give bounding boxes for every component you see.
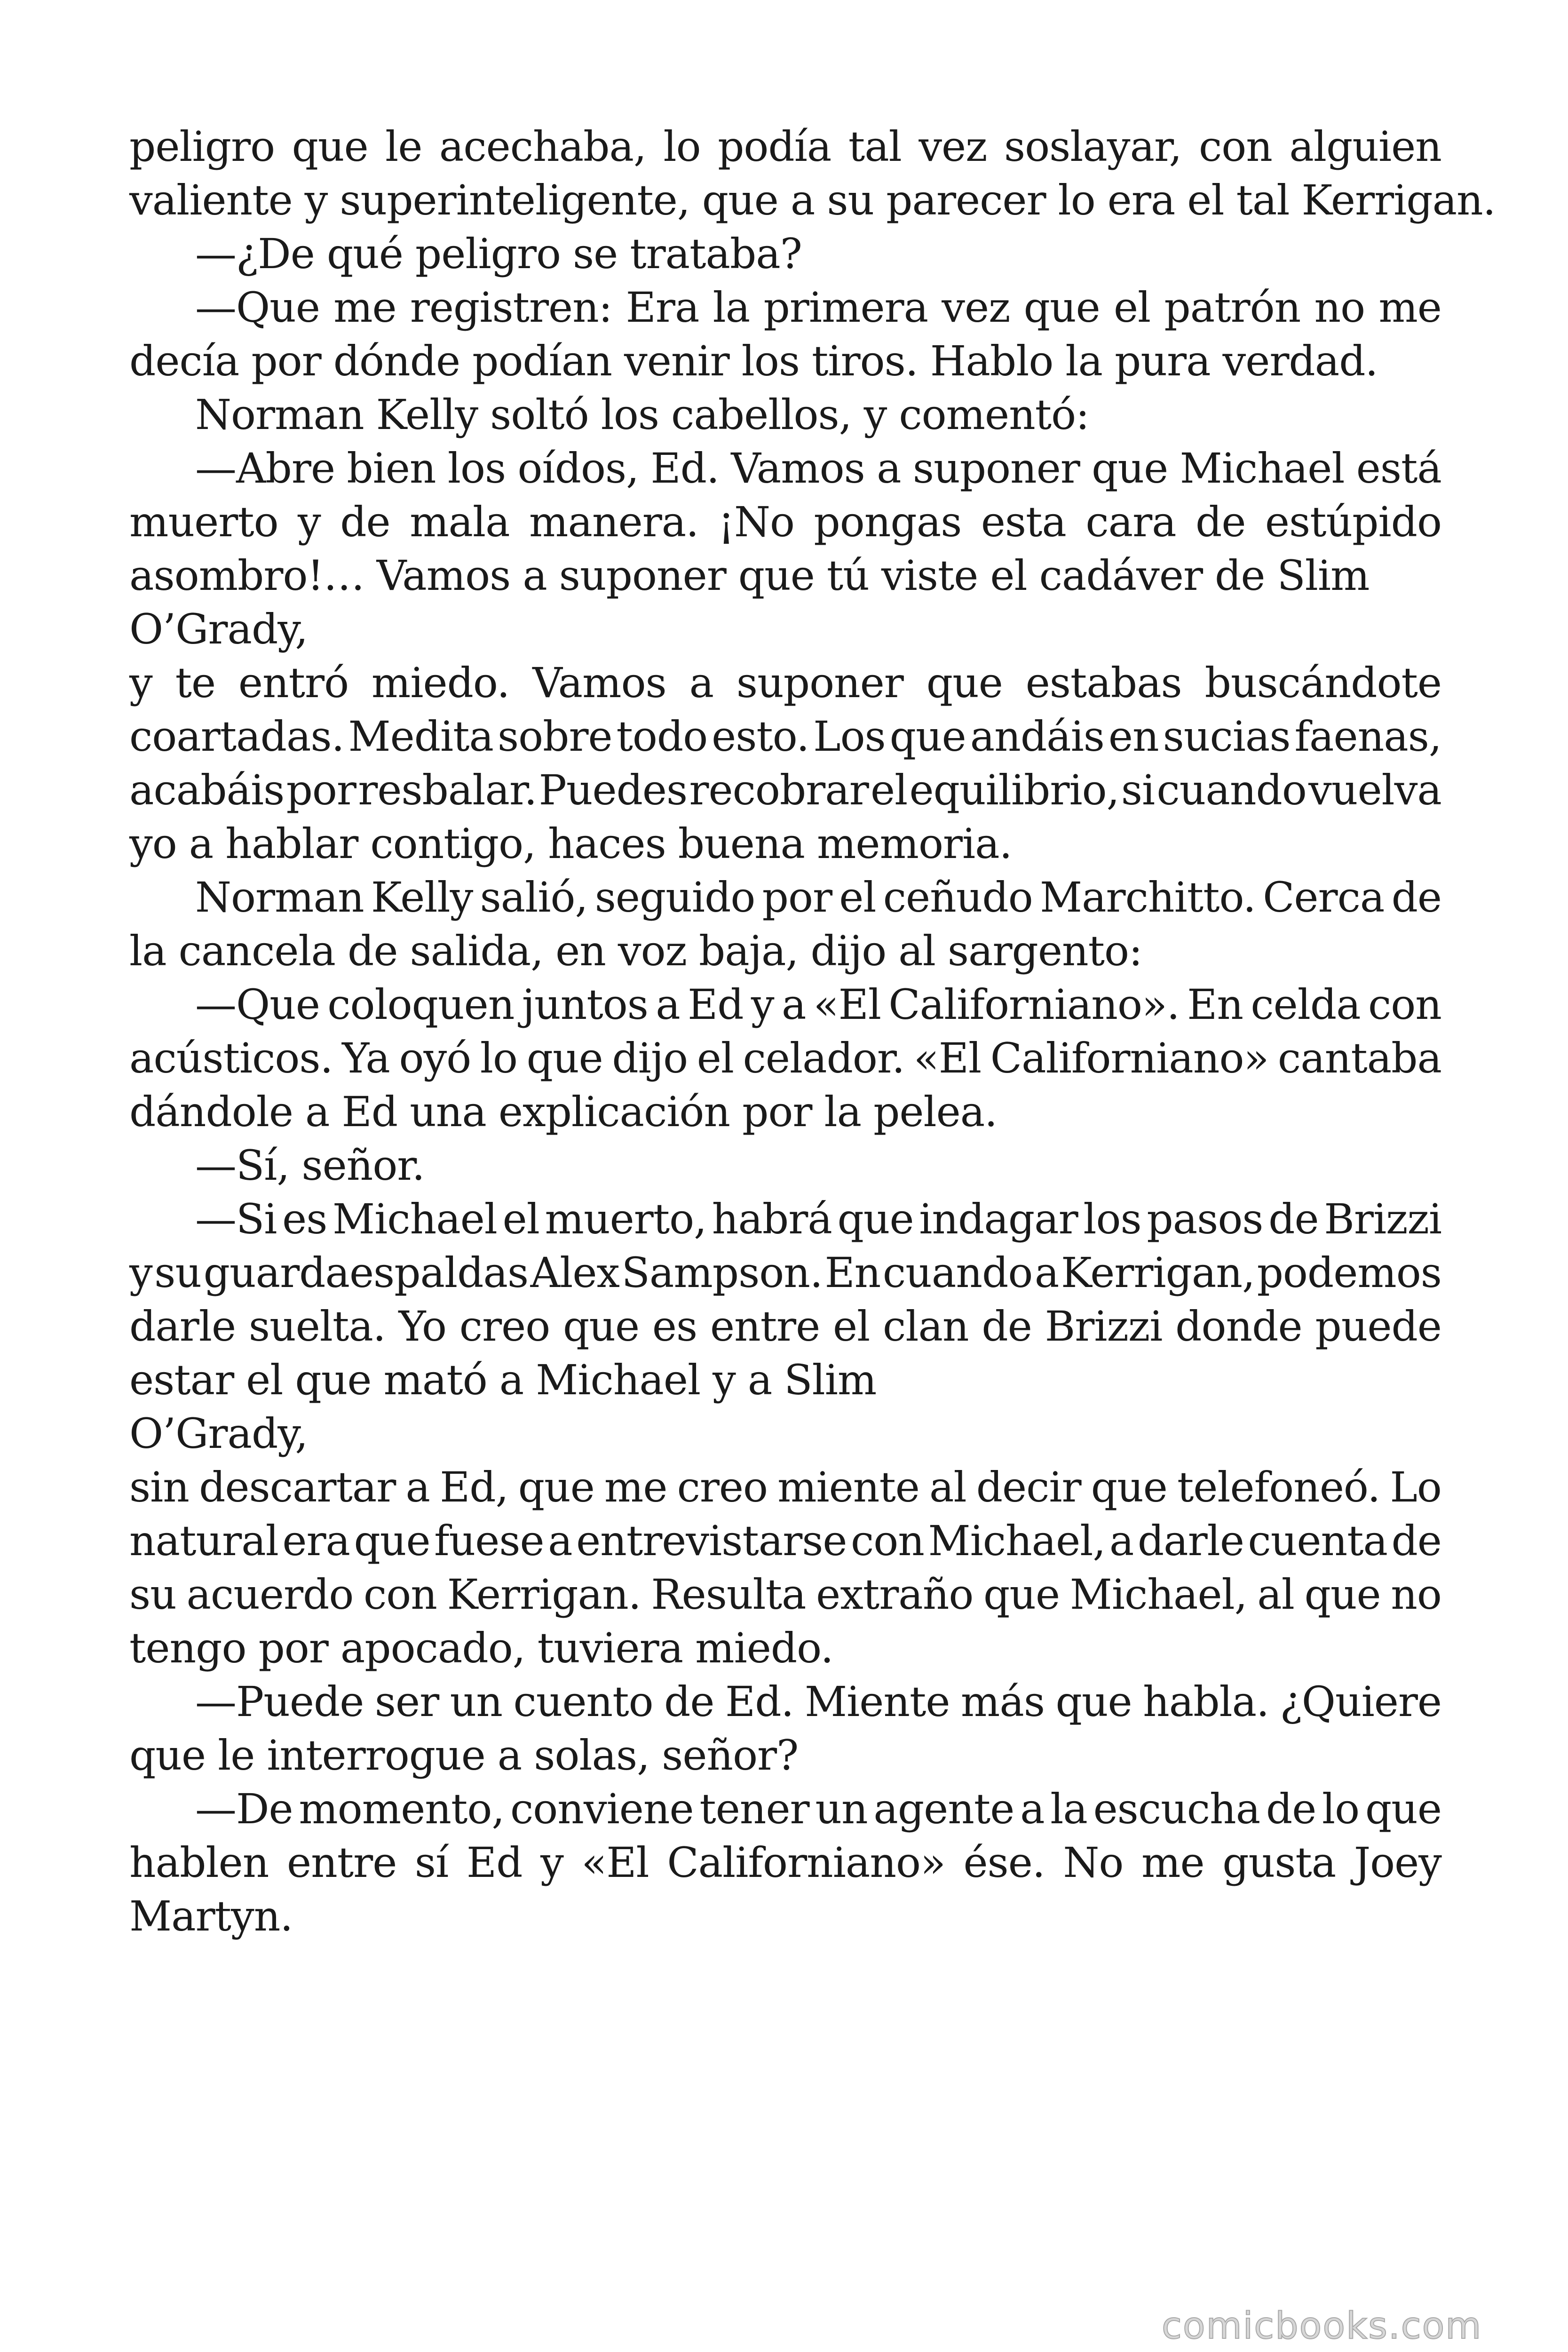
text-line: hablen entre sí Ed y «El Californiano» ése. No me gusta Joey (129, 1838, 1441, 1887)
text-line: asombro!… Vamos a suponer que tú viste el cadáver de Slim (129, 551, 1370, 600)
text-line: —Abre bien los oídos, Ed. Vamos a suponer que Michael está (195, 444, 1441, 493)
text-line: dándole a Ed una explicación por la pelea. (129, 1088, 998, 1136)
text-line: que le interrogue a solas, señor? (129, 1731, 799, 1780)
text-line: su acuerdo con Kerrigan. Resulta extraño que Michael, al que no (129, 1570, 1441, 1619)
text-line: —Que coloquen juntos a Ed y a «El Californiano». En celda con (195, 980, 1441, 1029)
text-line: estar el que mató a Michael y a Slim (129, 1356, 877, 1404)
text-line: —Puede ser un cuento de Ed. Miente más que habla. ¿Quiere (195, 1677, 1441, 1726)
text-line: la cancela de salida, en voz baja, dijo al sargento: (129, 927, 1142, 975)
text-line: peligro que le acechaba, lo podía tal vez soslayar, con alguien (129, 122, 1441, 171)
text-line: Martyn. (129, 1892, 293, 1940)
text-line: acústicos. Ya oyó lo que dijo el celador. «El Californiano» cantaba (129, 1034, 1441, 1082)
text-line: decía por dónde podían venir los tiros. Hablo la pura verdad. (129, 337, 1378, 385)
text-line: natural era que fuese a entrevistarse con Michael, a darle cuenta de (129, 1517, 1441, 1565)
text-line: muerto y de mala manera. ¡No pongas esta cara de estúpido (129, 498, 1441, 546)
text-line: y te entró miedo. Vamos a suponer que estabas buscándote (129, 659, 1441, 707)
watermark: comicbooks.com (1162, 2305, 1482, 2347)
text-line: —Sí, señor. (195, 1141, 425, 1190)
text-line: darle suelta. Yo creo que es entre el clan de Brizzi donde puede (129, 1302, 1441, 1351)
text-line: tengo por apocado, tuviera miedo. (129, 1624, 833, 1672)
text-line: O’Grady, (129, 605, 308, 653)
page-text (129, 120, 1496, 1943)
text-line: sin descartar a Ed, que me creo miente al decir que telefoneó. Lo (129, 1463, 1441, 1511)
text-line: coartadas. Medita sobre todo esto. Los que andáis en sucias faenas, (129, 712, 1441, 761)
text-line: —¿De qué peligro se trataba? (195, 230, 802, 278)
text-line: acabáis por resbalar. Puedes recobrar el equilibrio, si cuando vuelva (129, 766, 1441, 814)
text-line: valiente y superinteligente, que a su parecer lo era el tal Kerrigan. (129, 176, 1496, 224)
text-line: Norman Kelly salió, seguido por el ceñudo Marchitto. Cerca de (195, 873, 1441, 922)
text-line: —De momento, conviene tener un agente a la escucha de lo que (195, 1785, 1441, 1833)
text-line: O’Grady, (129, 1409, 308, 1458)
text-line: Norman Kelly soltó los cabellos, y comentó: (195, 390, 1089, 439)
text-line: y su guardaespaldas Alex Sampson. En cuando a Kerrigan, podemos (129, 1248, 1441, 1297)
text-line: —Que me registren: Era la primera vez que el patrón no me (195, 283, 1441, 332)
text-line: —Si es Michael el muerto, habrá que indagar los pasos de Brizzi (195, 1195, 1441, 1243)
text-line: yo a hablar contigo, haces buena memoria. (129, 819, 1012, 868)
